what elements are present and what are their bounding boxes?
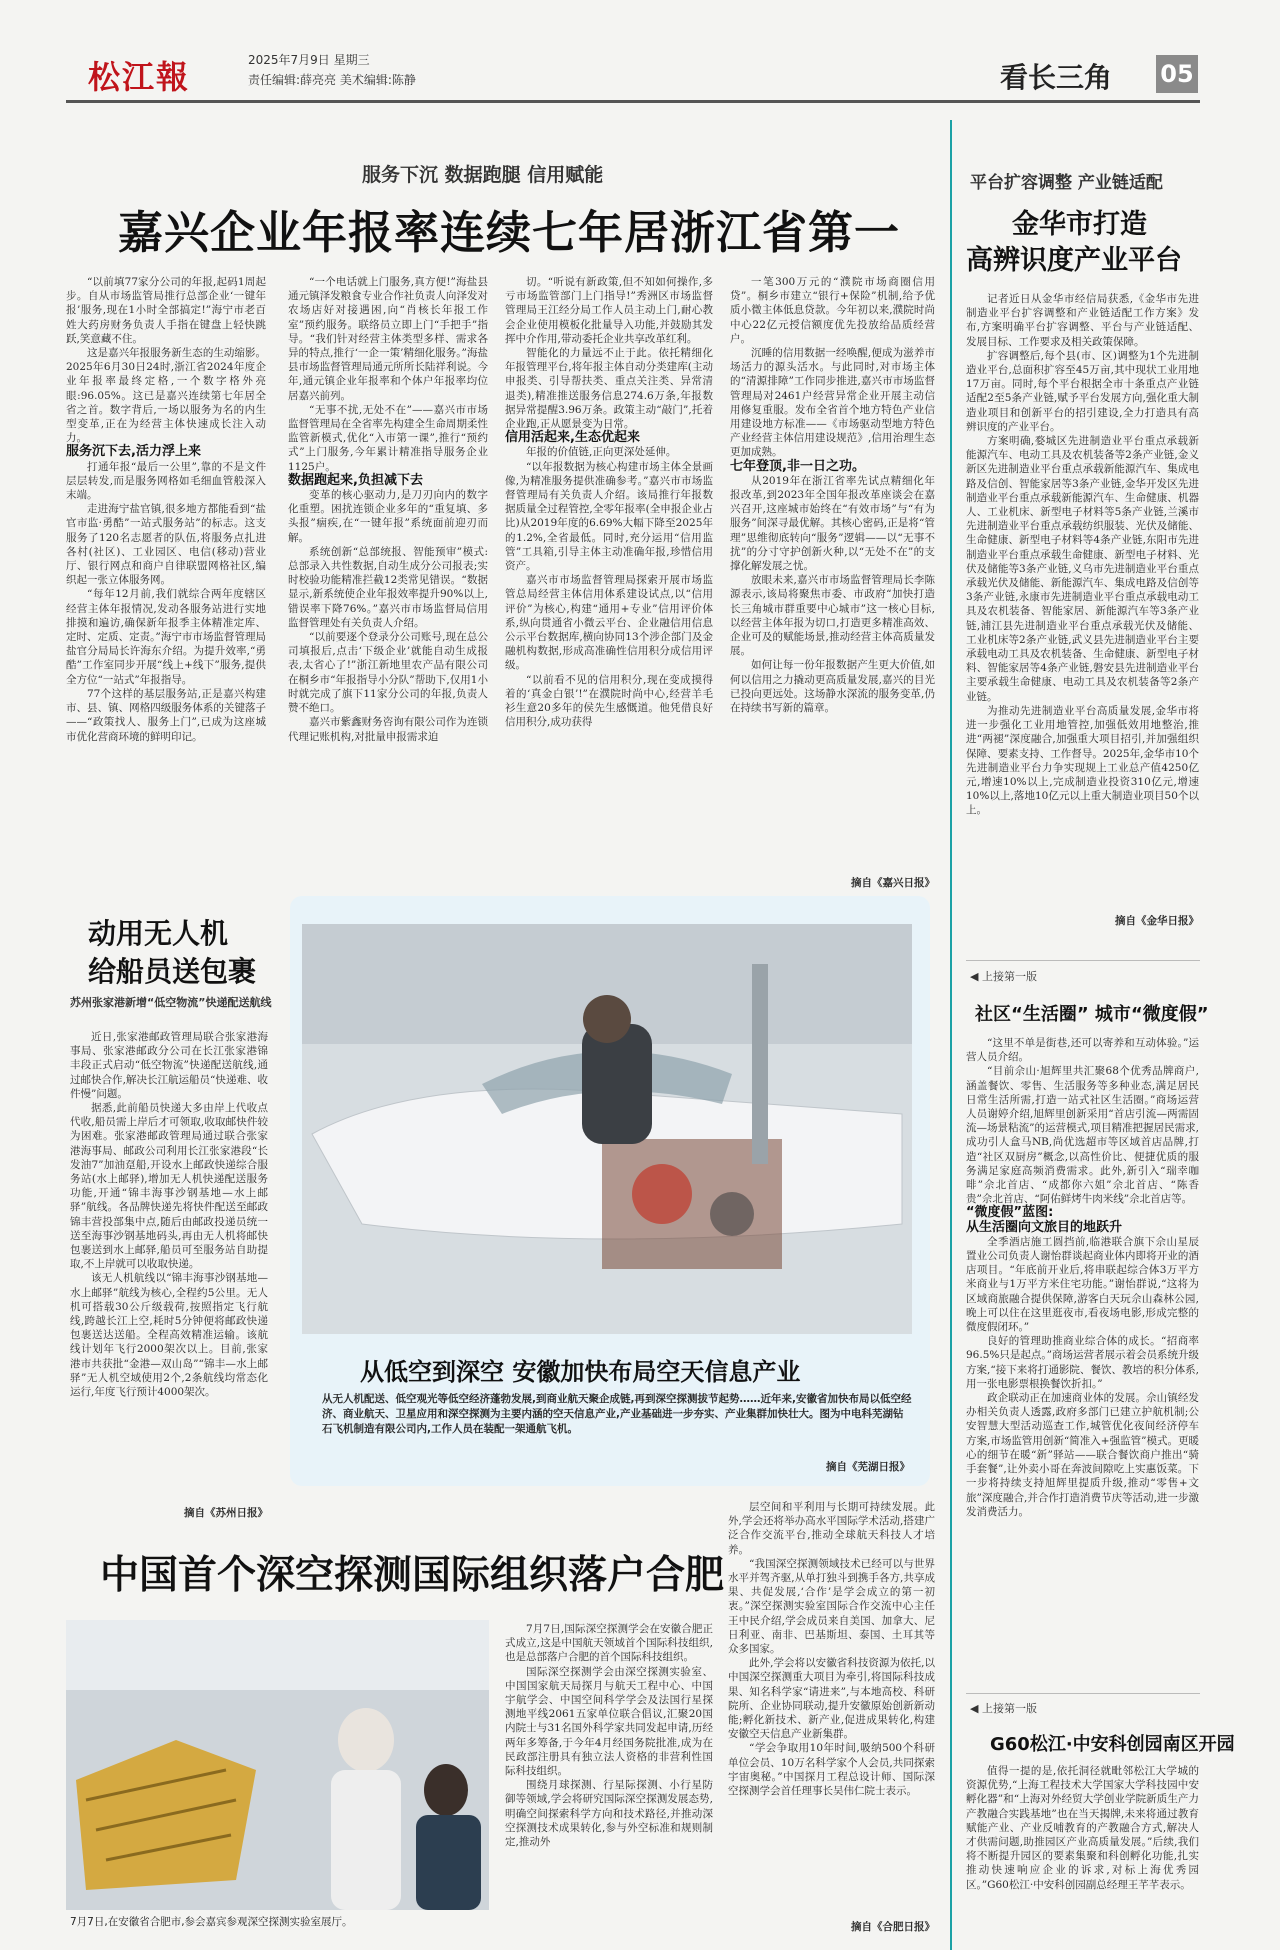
lead-column-2 [288,275,488,895]
lead-kicker: 服务下沉 数据跑腿 信用赋能 [362,164,604,186]
paragraph: “以前要逐个登录分公司账号,现在总公司填报后,点击‘下级企业’就能自动生成报表,太省心了!”浙江新地里农产品有限公司在桐乡市“年报指导小分队”帮助下,仅用1小时就完成了旗下11家分公司的年报,负责人赞不绝口。 [288,631,488,715]
aerospace-headline: 从低空到深空 安徽加快布局空天信息产业 [360,1358,801,1386]
deepspace-photo [66,1620,489,1910]
jinhua-headline-line1: 金华市打造 [1012,209,1147,240]
paragraph: “以年报数据为核心构建市场主体全景画像,为精准服务提供准确参考。”嘉兴市市场监督管理局有关负责人介绍。该局推行年报数据质量全过程管控,全零年报率(全申报企业占比)从2019年度的6.69%大幅下降至2025年的1.2%,全省最低。同时,充分运用“信用监管”工具箱,引导主体主动准确年报,珍惜信用资产。 [505,460,713,573]
masthead-meta [248,50,416,90]
right-divider-1 [966,960,1200,961]
paragraph: “以前看不见的信用积分,现在变成摸得着的‘真金白银’!”在濮院时尚中心,经营羊毛衫生意20多年的侯先生感慨道。他凭借良好信用积分,成功获得 [505,673,713,729]
jinhua-body [966,292,1199,912]
lead-column-1 [66,275,266,895]
paragraph: 嘉兴市市场监督管理局探索开展市场监管总局经营主体信用体系建设试点,以“信用评价”为核心,构建“通用+专业”信用评价体系,纵向贯通省小微云平台、企业融信用信息公示平台数据库,横向协同13个涉企部门及金融机构数据,形成高准确性信用积分成信用评级。 [505,574,713,672]
deepspace-column-1 [505,1622,713,1940]
jinhua-headline-line2: 高辨识度产业平台 [966,245,1182,276]
paragraph: 变革的核心驱动力,是刀刃向内的数字化重塑。困扰连锁企业多年的“重复填、多头报”痼疾,在“一键年报”系统面前迎刃而解。 [288,489,488,544]
paragraph: “以前填77家分公司的年报,起码1周起步。自从市场监管局推行总部企业‘一键年报’服务,现在1小时全部搞定!”海宁市老百姓大药房财务负责人手指在键盘上轻快跳跃,笑意藏不住。 [66,276,266,345]
drone-body [70,1030,268,1502]
paragraph: 年报的价值链,正向更深处延伸。 [526,446,677,459]
aircraft-illustration [302,924,912,1334]
issue-date: 2025年7月9日 星期三 [248,53,370,67]
paragraph: 如何让每一份年报数据产生更大价值,如何以信用之力撬动更高质量发展,嘉兴的目光已投向更远处。这场静水深流的服务变革,仍在持续书写新的篇章。 [730,659,935,715]
section-subhead: 信用活起来,生态优起来 [505,430,640,446]
lead-source: 摘自《嘉兴日报》 [851,877,935,889]
masthead-rule [66,100,1200,103]
deepspace-headline: 中国首个深空探测国际组织落户合肥 [100,1553,725,1598]
paragraph: 77个这样的基层服务站,正是嘉兴构建市、县、镇、网格四级服务体系的关键落子——“政策找人、服务上门”,已成为这座城市优化营商环境的鲜明印记。 [66,687,266,743]
paragraph: “学会争取用10年时间,吸纳500个科研单位会员、10万名科学家个人会员,共同探索宇宙奥秘。”中国探月工程总设计师、国际深空探测学会首任理事长吴伟仁院士表示。 [728,1742,935,1798]
paragraph: 嘉兴市紫鑫财务咨询有限公司作为连锁代理记账机构,对批量申报需求迫 [288,716,488,743]
aircraft-assembly-photo [302,924,912,1334]
page-number: 05 [1156,55,1198,93]
newspaper-logo: 松江報 [88,58,191,96]
community-headline: 社区“生活圈” 城市“微度假” [975,1004,1209,1025]
paragraph: 此外,学会将以安徽省科技资源为依托,以中国深空探测重大项目为牵引,将国际科技成果、知名科学家“请进来”,与本地高校、科研院所、企业协同联动,提升安徽原始创新新动能;孵化新技术、新产业,促进成果转化,构建安徽空天信息产业新集群。 [728,1657,935,1741]
community-body [966,1036,1199,1664]
drone-headline-line2: 给船员送包裹 [88,955,257,988]
paragraph: 为推动先进制造业平台高质量发展,金华市将进一步强化工业用地管控,加强低效用地整治,推进“两褪”深度融合,加强重大项目招引,并加强组织保障、要素支持、工作督导。2025年,金华市10个先进制造业平台力争实现规上工业总产值4250亿元,增速10%以上,完成制造业投资310亿元,增速10%以上,落地10亿元以上重大制造业项目50个以上。 [966,704,1199,817]
paragraph: 智能化的力量远不止于此。依托精细化年报管理平台,将年报主体自动分类建库(主动申报类、引导帮扶类、重点关注类、异常清退类),精准推送服务信息274.6万条,年报数据异常提醒3.96万条。政策主动“敲门”,托着企业跑,正从愿景变为日常。 [505,347,713,431]
section-name: 看长三角 [1000,61,1113,94]
paragraph: “目前佘山·旭辉里共汇聚68个优秀品牌商户,涵盖餐饮、零售、生活服务等多种业态,满足居民日常生活所需,打造一站式社区生活圈。”商场运营人员谢婷介绍,旭辉里创新采用“首店引流—两需固流—场景粘流”的运营模式,项目精准把握居民需求,成功引人盒马NB,尚优选超市等区域首店品牌,打造“社区双厨房”概念,以高性价比、便捷优质的服务满足家庭高频消费需求。此外,新引入“瑞幸咖啡”佘北首店、“成都你六姐”佘北首店、“陈香贵”佘北首店、“阿佑鲜烤牛肉米线”佘北首店等。 [966,1065,1199,1206]
paragraph: “一个电话就上门服务,真方便!”海盐县通元镇泽发粮食专业合作社负责人向泽发对农场店好对接遇困,向“肖核长年报工作室”预约服务。联络员立即上门“手把手”指导。“我们针对经营主体类型多样、需求各异的特点,推行‘一企一策’精细化服务。”海盐县市场监督管理局通元所所长陆祥利说。今年,通元镇企业年报率和个体户年报率均位居嘉兴前列。 [288,276,488,402]
paragraph: “我国深空探测领域技术已经可以与世界水平并驾齐驱,从单打独斗到携手各方,共享成果、共促发展,‘合作’是学会成立的第一初衷。”深空探测实验室国际合作交流中心主任王中民介绍,学会成员来自美国、加拿大、尼日利亚、南非、巴基斯坦、泰国、土耳其等众多国家。 [728,1557,935,1656]
paragraph: 扩容调整后,每个县(市、区)调整为1个先进制造业平台,总面积扩容至45万亩,其中现状工业用地17万亩。同时,每个平台根据全市十条重点产业链适配2至5条产业链,赋予平台发展方向,强化重大制造业项目和创新平台的招引建设,全力打造具有高辨识度的产业平台。 [966,349,1199,433]
lead-headline: 嘉兴企业年报率连续七年居浙江省第一 [118,206,901,259]
paragraph: 全季酒店施工圆挡前,临港联合旗下佘山星辰置业公司负责人谢怡群谈起商业体内即将开业的酒店项目。“年底前开业后,将串联起综合体3万平方米商业与1万平方米住宅功能。”谢怡群说,“这将为区域商旅融合提供保障,游客白天玩佘山森林公园,晚上可以住在这里逛夜市,看夜场电影,形成完整的微度假闭环。” [966,1235,1199,1334]
g60-body [966,1764,1199,1944]
paragraph: 从2019年在浙江省率先试点精细化年报改革,到2023年全国年报改革座谈会在嘉兴召开,这座城市始终在“有效市场”与“有为服务”间深寻最优解。其核心密码,正是将“管理”思维彻底转向“服务”逻辑——以“无事不扰”的分寸守护创新火种,以“无处不在”的支撑化解发展之忧。 [730,474,935,573]
drone-subtitle: 苏州张家港新增“低空物流”快递配送航线 [70,996,272,1009]
drone-headline-line1: 动用无人机 [88,917,229,950]
paragraph: 走进海宁盐官镇,很多地方都能看到“盐官市监·勇酷”一站式服务站”的标志。这支服务了120名志愿者的队伍,将服务点扎进各村(社区)、工业园区、电信(移动)营业厅、银行网点和商户自律联盟网格社区,编织起一张立体服务网。 [66,503,266,587]
deepspace-source: 摘自《合肥日报》 [851,1921,935,1933]
paragraph: “每年12月前,我们就综合两年度辖区经营主体年报情况,发动各服务站进行实地排摸和遍访,确保新年报季主体精准定库、定时、定质、定责。”海宁市市场监督管理局盐官分局局长许海东介绍。为提升效率,“勇酷”工作室同步开展“线上+线下”服务,提供全方位“一站式”年报指导。 [66,588,266,686]
column-divider [950,120,952,1950]
paragraph: 良好的管理助推商业综合体的成长。“招商率96.5%只是起点。”商场运营者展示着会员系统升级方案,“接下来将打通影院、餐饮、教培的积分体系,用一张电影票根换餐饮折扣。” [966,1335,1199,1390]
drone-source: 摘自《苏州日报》 [184,1507,268,1519]
paragraph: 值得一提的是,依托洞径就毗邻松江大学城的资源优势,“上海工程技术大学国家大学科技园中安孵化器”和“上海对外经贸大学创业学院新质生产力产教融合实践基地”也在当天揭牌,未来将通过教育赋能产业、产业反哺教育的产教融合方式,解决人才供需问题,助推园区产业高质量发展。”后续,我们将不断提升园区的要素集聚和科创孵化功能,扎实推动快速响应企业的诉求,对标上海优秀园区。”G60松江·中安科创园副总经理王芊芊表示。 [966,1765,1199,1891]
deepspace-photo-caption: 7月7日,在安徽省合肥市,参会嘉宾参观深空探测实验室展厅。 [70,1916,353,1928]
continued-tag-1: ◀ 上接第一版 [970,970,1037,983]
section-subhead: 从生活圈向文旅目的地跃升 [966,1219,1123,1235]
paragraph: 打通年报“最后一公里”,靠的不是文件层层转发,而是服务网格如毛细血管般深入末端。 [66,460,266,502]
editor-credits: 责任编辑:薛亮亮 美术编辑:陈静 [248,73,416,87]
aerospace-caption: 从无人机配送、低空观光等低空经济蓬勃发展,到商业航天聚企成链,再到深空探测拔节起势……近年来,安徽省加快布局以低空经济、商业航天、卫星应用和深空探测为主要内涵的空天信息产业,产业基础进一步夯实、产业集群加快壮大。图为中电科芜湖钻石飞机制造有限公司内,工作人员在装配一架通航飞机。 [322,1393,912,1435]
section-subhead: 七年登顶,非一日之功。 [730,458,865,474]
section-subhead: “微度假”蓝图: [966,1205,1054,1221]
exhibition-illustration [66,1620,489,1910]
paragraph: 放眼未来,嘉兴市市场监督管理局长李陈源表示,该局将聚焦市委、市政府“加快打造长三角城市群重要中心城市”这一核心目标,以经营主体年报为切口,打造更多精准高效、企业可及的赋能场景,推动经营主体高质量发展。 [730,574,935,658]
paragraph: 这是嘉兴年报服务新生态的生动缩影。2025年6月30日24时,浙江省2024年度企业年报率最终定格,一个数字格外亮眼:96.05%。这已是嘉兴连续第七年居全省之首。数字背后,一场以服务为名的内生型变革,正在为经营主体快速成长注入动力。 [66,347,266,445]
section-subhead: 数据跑起来,负担减下去 [288,472,423,488]
paragraph: 系统创新“总部统报、智能预审”模式:总部录入共性数据,自动生成分公司报表;实时校验功能精准拦截12类常见错误。“数据显示,新系统使企业年报效率提升90%以上,错误率下降76%。”嘉兴市市场监督局信用监督管理处有关负责人介绍。 [288,545,488,629]
aerospace-source: 摘自《芜湖日报》 [826,1461,910,1473]
jinhua-kicker: 平台扩容调整 产业链适配 [970,173,1163,193]
paragraph: 7月7日,国际深空探测学会在安徽合肥正式成立,这是中国航天领域首个国际科技组织,也是总部落户合肥的首个国际科技组织。 [505,1623,713,1664]
paragraph: 方案明确,婺城区先进制造业平台重点承载新能源汽车、电动工具及农机装备等2条产业链,金义新区先进制造业平台重点承载新能源汽车、集成电路及信创、智能家居等3条产业链,金华开发区先进制造业平台重点承载新能源汽车、生命健康、机器人、工业机床、新型电子材料等5条产业链,兰溪市先进制造业平台重点承载纺织服装、光伏及储能、生命健康、新型电子材料等4条产业链,东阳市先进制造业平台重点承载生命健康、新型电子材料、光伏及储能等3条产业链,义乌市先进制造业平台重点承载光伏及储能、新能源汽车、集成电路及信创等3条产业链,永康市先进制造业平台重点承载电动工具及农机装备、智能家居、新能源汽车等3条产业链,浦江县先进制造业平台重点承载光伏及储能、工业机床等2条产业链,武义县先进制造业平台主要承载电动工具及农机装备、生命健康、新型电子材料、智能家居等4条产业链,磐安县先进制造业平台主要承载生命健康、电动工具及农机装备等2条产业链。 [966,435,1199,703]
lead-column-3 [505,275,713,895]
paragraph: 一笔300万元的“濮院市场商圈信用贷”。桐乡市建立“银行+保险”机制,给予优质小微主体低息贷款。今年初以来,濮院时尚中心22亿元授信额度优先投放给品质经营户。 [730,276,935,345]
paragraph: 据悉,此前船员快递大多由岸上代收点代收,船员需上岸后才可领取,收取邮快件较为困难。张家港邮政管理局通过联合张家港海事局、邮政公司利用长江张家港段“长发油7”加油趸船,开设水上邮政快递综合服务站(水上邮驿),增加无人机快递配送服务功能,开通“锦丰海事沙钢基地—水上邮驿”航线。各品牌快递先将快件配送至邮政锦丰营投部集中点,随后由邮政投递员统一送至海事沙钢基地码头,再由无人机将邮快包裹送到水上邮驿,船员可至服务站自助提取,不上岸就可以收取快递。 [70,1102,268,1271]
paragraph: 该无人机航线以“锦丰海事沙钢基地—水上邮驿”航线为核心,全程约5公里。无人机可搭载30公斤级载荷,按照指定飞行航线,跨越长江上空,耗时5分钟便将邮政快递包裹送达送船。全程高效精准运输。该航线计划年飞行2000架次以上。目前,张家港市共获批“金港—双山岛”“锦丰—水上邮驿”无人机空域使用2个,2条航线均常态化运行,年度飞行预计4000架次。 [70,1272,268,1399]
paragraph: 层空间和平利用与长期可持续发展。此外,学会还将举办高水平国际学术活动,搭建广泛合作交流平台,推动全球航天科技人才培养。 [728,1501,935,1556]
paragraph: “这里不单是街巷,还可以寄养和互动体验。”运营人员介绍。 [966,1037,1199,1064]
paragraph: 切。“听说有新政策,但不知如何操作,多亏市场监管部门上门指导!”秀洲区市场监督管理局王江经分局工作人员主动上门,耐心教会企业使用模板化批量导入功能,并鼓励其发挥中介作用,带动委托企业共享改革红利。 [505,276,713,345]
section-subhead: 服务沉下去,活力浮上来 [66,444,201,460]
deepspace-column-2 [728,1500,935,1918]
paragraph: 围绕月球探测、行星际探测、小行星防御等领域,学会将研究国际深空探测发展态势,明确空间探索科学方向和技术路径,并推动深空探测技术成果转化,参与外空标准和规则制定,推动外 [505,1779,713,1849]
paragraph: 沉睡的信用数据一经唤醒,便成为滋养市场活力的源头活水。与此同时,对市场主体的“清源排障”工作同步推进,嘉兴市市场监督管理局对2461户经营异常企业开展主动信用修复重服。发布全省首个地方特色产业信用建设地方标准——《市场驱动型地方特色产业经营主体信用建设规范》,信用治理生态更加成熟。 [730,347,935,459]
g60-headline: G60松江·中安科创园南区开园 [990,1734,1235,1755]
paragraph: 近日,张家港邮政管理局联合张家港海事局、张家港邮政分公司在长江张家港锦丰段正式启动“低空物流”快递配送航线,通过邮快合作,解决长江航运船员“快递难、收件慢”问题。 [70,1031,268,1100]
paragraph: 国际深空探测学会由深空探测实验室、中国国家航天局探月与航天工程中心、中国宇航学会、中国空间科学学会及法国行星探测地平线2061五家单位联合倡议,汇聚20国内院士与31名国外科学家共同发起申请,历经两年多筹备,于今年4月经国务院批准,成为在民政部注册具有独立法人资格的非营利性国际科技组织。 [505,1665,713,1778]
continued-tag-2: ◀ 上接第一版 [970,1702,1037,1715]
lead-column-4 [730,275,935,870]
paragraph: 政企联动正在加速商业体的发展。佘山镇经发办相关负责人透露,政府多部门已建立护航机制;公安智慧大型活动巡查工作,城管优化夜间经济停车方案,市场监管用创新“简准入+强监管”模式。更暖心的细节在暖“新”驿站——联合餐饮商户推出“骑手套餐”,让外卖小哥在奔波间隙吃上实惠饭菜。下一步将持续支持旭辉里提质升级,推动“零售+文旅”深度融合,并合作打造消费节庆等活动,进一步激发消费活力。 [966,1392,1199,1518]
paragraph: “无事不扰,无处不在”——嘉兴市市场监督管理局在全省率先构建全生命周期柔性监管新模式,优化“入市第一课”,推行“预约式”上门服务,今年累计精准指导服务企业1125户。 [288,403,488,473]
paragraph: 记者近日从金华市经信局获悉,《金华市先进制造业平台扩容调整和产业链适配工作方案》发布,方案明确平台扩容调整、平台与产业链适配、发展目标、工作要求及相关政策保障。 [966,293,1199,348]
right-divider-2 [966,1693,1200,1694]
jinhua-source: 摘自《金华日报》 [1115,915,1199,927]
